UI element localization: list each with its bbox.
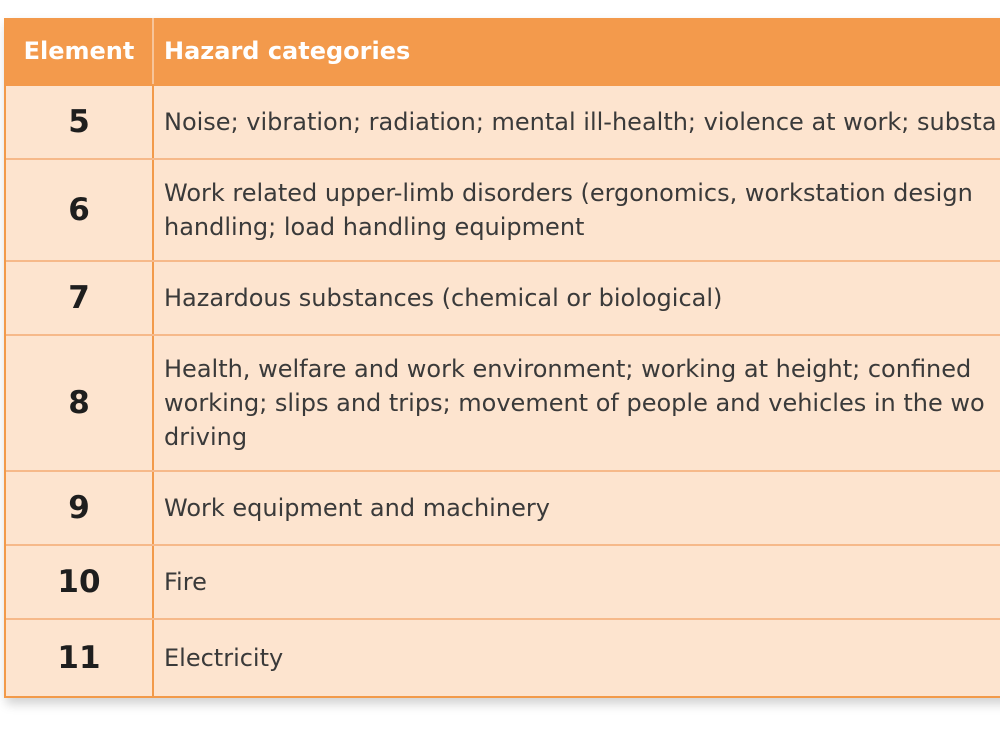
- table-row: [6, 160, 1000, 262]
- hazard-line: Work related upper-limb disorders (ergonomics, workstation design: [164, 179, 973, 207]
- element-number: 6: [6, 160, 154, 260]
- table-row: [6, 336, 1000, 472]
- hazard-line: Hazardous substances (chemical or biological): [164, 284, 723, 312]
- element-number: 10: [6, 546, 154, 618]
- table-row: [6, 472, 1000, 546]
- table-row: [6, 262, 1000, 336]
- element-number: 5: [6, 86, 154, 158]
- hazard-line: handling; load handling equipment: [164, 213, 585, 241]
- table-row: [6, 620, 1000, 696]
- hazard-line: Health, welfare and work environment; working at height; confined: [164, 355, 972, 383]
- hazard-description: [154, 160, 1000, 260]
- hazard-line: working; slips and trips; movement of people and vehicles in the wo: [164, 389, 985, 417]
- hazard-line: Work equipment and machinery: [164, 494, 550, 522]
- table-header-row: [6, 18, 1000, 86]
- hazard-line: Fire: [164, 568, 207, 596]
- element-number: 8: [6, 336, 154, 470]
- hazard-line: driving: [164, 423, 248, 451]
- table-row: [6, 86, 1000, 160]
- hazard-description: [154, 262, 1000, 334]
- element-number: 7: [6, 262, 154, 334]
- hazard-description: [154, 472, 1000, 544]
- header-element: Element: [6, 18, 154, 84]
- header-hazard-categories: Hazard categories: [164, 37, 411, 65]
- hazard-line: Noise; vibration; radiation; mental ill-health; violence at work; substa: [164, 108, 997, 136]
- hazard-description: [154, 86, 1000, 158]
- hazard-line: Electricity: [164, 644, 284, 672]
- element-number: 9: [6, 472, 154, 544]
- hazard-description: [154, 546, 1000, 618]
- hazard-table: [4, 18, 1000, 698]
- table-row: [6, 546, 1000, 620]
- hazard-description: [154, 336, 1000, 470]
- element-number: 11: [6, 620, 154, 696]
- hazard-description: [154, 620, 1000, 696]
